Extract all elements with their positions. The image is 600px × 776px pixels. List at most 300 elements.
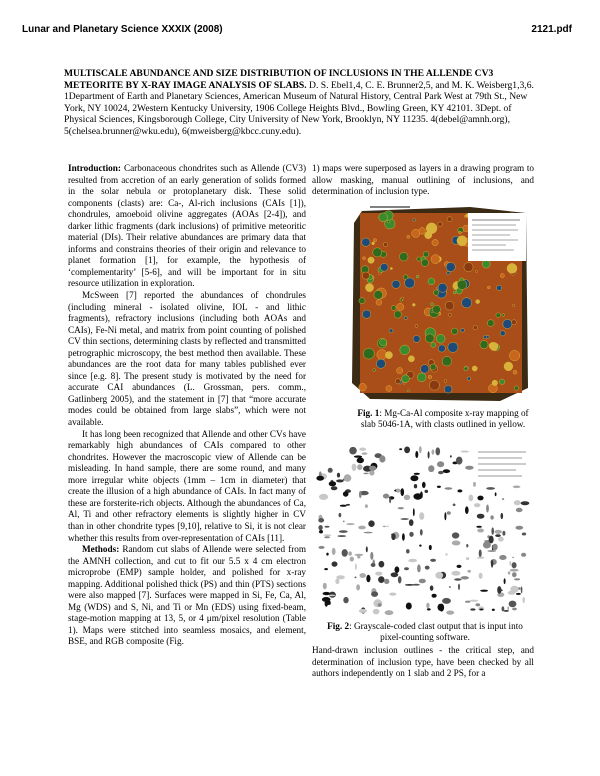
clast — [509, 601, 517, 608]
clast — [404, 447, 410, 454]
methods-heading: Methods: — [82, 544, 120, 555]
clast — [492, 544, 497, 551]
grain — [365, 284, 373, 292]
grain — [496, 313, 501, 318]
clast — [502, 498, 504, 500]
clast — [357, 457, 364, 463]
clast — [504, 610, 509, 612]
clast — [371, 563, 376, 567]
clast — [447, 511, 451, 515]
clast — [401, 518, 409, 520]
grain — [503, 319, 512, 328]
clast — [357, 554, 360, 558]
clast — [379, 561, 385, 568]
grain — [374, 290, 383, 299]
clast — [466, 544, 468, 547]
grain — [380, 339, 387, 346]
clast — [391, 533, 395, 540]
figure-1-caption-text: : Mg-Ca-Al composite x-ray mapping of slab 5046-1A, with clasts outlined in yellow. — [360, 408, 529, 429]
clast — [359, 573, 366, 578]
grain — [431, 255, 440, 264]
clast — [364, 532, 373, 534]
grain — [420, 365, 429, 374]
clast — [357, 464, 362, 470]
grain — [394, 311, 401, 318]
grain — [421, 259, 428, 266]
clast — [442, 598, 451, 604]
clast — [491, 527, 494, 534]
grain — [372, 242, 375, 245]
clast — [510, 569, 519, 572]
author-list: D. S. Ebel1,4, C. E. Brunner2,5, and M. K. Weisberg1,3,6. — [306, 79, 534, 91]
clast — [369, 466, 376, 471]
clast — [343, 597, 348, 603]
clast — [426, 603, 429, 609]
clast — [332, 548, 336, 555]
clast — [521, 586, 523, 593]
grain — [453, 291, 456, 294]
grain — [444, 380, 447, 383]
clast — [422, 482, 426, 488]
grain — [379, 213, 388, 222]
clast — [466, 557, 469, 560]
clast — [355, 577, 357, 579]
clast — [417, 564, 421, 572]
grain — [509, 350, 519, 360]
clast — [509, 561, 511, 566]
clast — [425, 490, 429, 493]
clast — [432, 594, 437, 598]
grain — [446, 262, 455, 271]
grain — [430, 364, 436, 370]
clast — [324, 534, 332, 536]
clast — [457, 565, 462, 568]
clast — [521, 501, 530, 505]
grain — [387, 220, 390, 223]
clast — [404, 495, 410, 500]
grain — [362, 272, 369, 279]
clast — [318, 546, 324, 549]
grain — [417, 373, 426, 382]
clast — [405, 584, 414, 586]
clast — [368, 520, 374, 527]
clast — [476, 603, 481, 606]
clast — [318, 518, 324, 523]
clast — [438, 604, 443, 611]
clast — [512, 562, 517, 568]
grain — [389, 329, 393, 333]
clast — [340, 505, 347, 507]
clast — [469, 495, 474, 502]
clast — [404, 567, 409, 570]
grain — [428, 375, 432, 379]
clast — [350, 557, 354, 562]
grain — [397, 303, 404, 310]
intro-text: Carbonaceous chondrites such as Allende (CV3) resulted from accretion of an early generation of solids formed in the solar nebula or protoplanetary disk. These solid components (clasts) are: Ca-, Al-rich inclusions (CAIs [1]), chondrules, amoeboid olivine aggregates (AOAs [2-4]), and darker lithic fragments (dark inclusions) of primitive meteoritic material (DIs). Their relative abundances are primary data that informs and constrains theories of their origin and relevance to planet formation [1], for example, the hypothesis of ‘complementarity’ [5-6], and will be important for in situ resource utilization in exploration. — [68, 163, 306, 289]
grain — [438, 222, 443, 227]
clast — [328, 468, 333, 473]
clast — [359, 448, 366, 451]
clast — [323, 583, 327, 590]
clast — [474, 503, 480, 507]
clast — [396, 489, 400, 493]
grain — [459, 231, 462, 234]
grain — [500, 274, 504, 278]
right-column-continued: Hand-drawn inclusion outlines - the critical step, and determination of inclusion type, have been checked by all authors independently on 1 slab and 2 PS, for a — [312, 645, 534, 679]
clast — [329, 595, 336, 597]
grain — [385, 352, 392, 359]
clast — [329, 481, 336, 486]
clast — [335, 579, 339, 585]
grain — [423, 252, 429, 258]
clast — [324, 568, 328, 570]
grain — [402, 375, 410, 383]
grain — [433, 290, 438, 295]
clast — [379, 455, 385, 462]
clast — [465, 506, 469, 514]
grain — [461, 328, 465, 332]
grain — [431, 343, 436, 348]
grain — [417, 257, 421, 261]
clast — [449, 586, 451, 588]
clast — [437, 486, 441, 488]
grain — [373, 369, 376, 372]
grain — [472, 366, 477, 371]
right-column-top: 1) maps were superposed as layers in a drawing program to allow masking, manual outlining of inclusions, and determination of inclusion type. — [312, 163, 534, 197]
header-conference: Lunar and Planetary Science XXXIX (2008) — [22, 24, 223, 35]
clast — [501, 513, 504, 519]
clast — [359, 491, 362, 498]
clast — [378, 576, 384, 583]
clast — [410, 475, 418, 481]
clast — [477, 529, 484, 533]
grain — [507, 263, 517, 273]
clast — [476, 526, 481, 528]
title-block — [64, 68, 534, 137]
clast — [362, 452, 368, 454]
clast — [437, 461, 444, 467]
header-file-id: 2121.pdf — [531, 24, 572, 35]
grain — [447, 217, 452, 222]
clast — [486, 487, 495, 490]
clast — [323, 592, 331, 595]
clast — [454, 578, 461, 581]
clast — [348, 551, 352, 555]
grain — [428, 278, 435, 285]
clast — [458, 584, 460, 590]
left-column — [68, 163, 306, 648]
clast — [438, 471, 443, 474]
clast — [365, 504, 368, 508]
clast — [507, 606, 509, 610]
clast — [398, 576, 402, 583]
grain — [400, 345, 410, 355]
clast — [452, 532, 459, 538]
clast — [479, 550, 482, 558]
figure-1-caption — [350, 408, 536, 430]
grain — [486, 336, 489, 339]
clast — [516, 593, 521, 595]
clast — [494, 530, 502, 534]
clast — [385, 610, 394, 615]
figure-2-grayscale-map — [316, 444, 532, 618]
clast — [398, 507, 404, 509]
clast — [456, 457, 463, 465]
clast — [409, 519, 414, 526]
grain — [490, 342, 498, 350]
clast — [415, 451, 418, 458]
clast — [337, 535, 346, 537]
clast — [514, 578, 520, 580]
grain — [412, 229, 420, 237]
clast — [371, 591, 378, 597]
clast — [480, 590, 488, 592]
clast — [451, 571, 460, 576]
grain — [464, 263, 473, 272]
clast — [342, 549, 348, 557]
clast — [414, 473, 420, 475]
paper-title: MULTISCALE ABUNDANCE AND SIZE DISTRIBUTION OF INCLUSIONS IN THE ALLENDE CV3 METEORITE BY X-RAY IMAGE ANALYSIS OF SLABS. — [64, 68, 494, 91]
clast — [495, 492, 497, 496]
figure-2-caption — [316, 621, 534, 643]
clast — [491, 560, 493, 568]
grain — [433, 305, 441, 313]
grain — [362, 310, 370, 318]
paragraph-abundance: It has long been recognized that Allende and other CVs have remarkably high abundances of CAIs compared to other chondrites. However the macroscopic view of Allende can be misleading. In hand sample, there are some round, and many more irregular white objects (1mm – 1cm in diameter) that create the illusion of a high abundance of CAIs. In fact many of these are forsterite-rich objects. Although the abundances of Ca, Al, Ti and other refractory elements is slightly higher in CV than in other chondrite types [9,10], relative to Si, it is not clear whether this results from over-representation of CAIs [11]. — [68, 428, 306, 543]
clast — [344, 474, 352, 482]
clast — [453, 504, 456, 507]
clast — [386, 526, 389, 528]
clast — [477, 496, 483, 501]
clast — [461, 576, 469, 579]
clast — [490, 515, 493, 519]
clast — [516, 508, 523, 512]
clast — [326, 553, 328, 556]
clast — [322, 597, 331, 602]
grain — [487, 286, 490, 289]
clast — [352, 464, 357, 471]
grain — [475, 270, 477, 272]
clast — [521, 553, 526, 557]
clast — [419, 446, 422, 453]
clast — [470, 608, 475, 610]
clast — [495, 534, 501, 537]
grain — [399, 252, 408, 261]
figure-2-caption-text: : Grayscale-coded clast output that is input into pixel-counting software. — [349, 621, 523, 642]
clast — [316, 476, 324, 481]
grain — [415, 325, 418, 328]
grain — [499, 379, 504, 384]
intro-heading: Introduction: — [68, 163, 121, 173]
grain — [445, 301, 454, 310]
grain — [413, 219, 416, 222]
clast — [427, 608, 431, 610]
clast — [325, 526, 330, 528]
grain — [496, 285, 501, 290]
grain — [487, 320, 494, 327]
clast — [435, 572, 443, 579]
grain — [480, 341, 488, 349]
clast — [473, 482, 476, 487]
grain — [386, 386, 392, 392]
grain — [363, 348, 374, 359]
clast — [452, 541, 461, 546]
grain — [359, 383, 367, 391]
clast — [401, 488, 405, 496]
clast — [467, 570, 471, 573]
clast — [445, 553, 447, 555]
clast — [349, 447, 357, 455]
clast — [486, 505, 489, 513]
clast — [363, 473, 368, 475]
clast — [359, 609, 367, 613]
clast — [479, 573, 483, 579]
clast — [402, 533, 405, 540]
grain — [436, 334, 445, 343]
clast — [399, 448, 402, 450]
clast — [395, 566, 400, 573]
clast — [406, 549, 410, 553]
grain — [482, 260, 490, 268]
clast — [436, 447, 441, 455]
clast — [498, 537, 504, 542]
grain — [404, 316, 407, 319]
grain — [429, 380, 439, 390]
clast — [383, 526, 386, 528]
clast — [445, 487, 453, 489]
grain — [416, 275, 419, 278]
grain — [473, 325, 477, 329]
clast — [337, 473, 340, 478]
clast — [443, 469, 450, 473]
clast — [373, 609, 380, 615]
clast — [339, 530, 348, 533]
grain — [438, 345, 445, 352]
clast — [428, 465, 434, 472]
grain — [512, 304, 514, 306]
clast — [508, 571, 511, 574]
clast — [446, 611, 454, 615]
clast — [343, 521, 345, 523]
paragraph-mcsween: McSween [7] reported the abundances of chondrules (including mineral - isolated olivine, IOL - and lithic fragments), refractory inclusions (including both AOAs and CAIs), Fe-Ni metal, and matrix from point counting of polished CV thin sections, determining clasts by reflected and transmitted petrographic microscopy, the best method then available. These abundances are the root data for many tables published ever since [e.g. 8]. The present study is motivated by the need for accurate CAI abundances (L. Grossman, pers. comm., Gatlinberg 2005), and the statement in [7] that “more accurate modes could be obtained from large slabs”, which were not available. — [68, 290, 306, 428]
clast — [429, 545, 432, 550]
clast — [522, 533, 526, 536]
clast — [510, 586, 518, 593]
clast — [444, 512, 446, 520]
clast — [358, 526, 366, 530]
clast — [346, 504, 350, 506]
clast — [414, 484, 417, 488]
clast — [355, 563, 357, 570]
clast — [502, 606, 505, 611]
grain — [457, 280, 467, 290]
grain — [448, 342, 458, 352]
grain — [425, 334, 434, 343]
clast — [389, 497, 391, 503]
clast — [477, 557, 484, 559]
grain — [363, 257, 366, 260]
clast — [331, 486, 338, 490]
grain — [502, 314, 505, 317]
clast — [343, 491, 349, 496]
affiliations: 1Department of Earth and Planetary Sciences, American Museum of Natural History, Central Park West at 79th St., New York, NY 10024, 2Western Kentucky University, 1906 College Heights Blvd., Bowling Green, KY 42101. 3Dept. of Physical Sciences, Kingsborough College, City University of New York, Brooklyn, NY 11235. 4(debel@amnh.org), 5(chelsea.brunner@wku.edu), 6(mweisberg@kbcc.cuny.edu). — [64, 91, 528, 137]
clast — [477, 514, 485, 519]
clast — [504, 578, 506, 584]
grain — [376, 359, 385, 368]
clast — [514, 500, 521, 505]
clast — [430, 585, 434, 590]
grain — [444, 385, 452, 393]
grain — [408, 356, 414, 362]
clast — [419, 579, 426, 584]
clast — [461, 451, 469, 453]
clast — [319, 530, 323, 533]
grain — [405, 278, 415, 288]
clast — [465, 466, 473, 470]
clast — [428, 451, 430, 458]
figure-1-label: Fig. 1 — [357, 408, 380, 418]
clast — [391, 572, 399, 577]
grain — [447, 271, 450, 274]
clast — [332, 561, 338, 566]
figure-2-label: Fig. 2 — [327, 621, 350, 631]
grain — [392, 280, 400, 288]
clast — [516, 526, 524, 530]
clast — [375, 572, 382, 576]
methods-text: Random cut slabs of Allende were selected from the AMNH collection, and cut to fit our 5.5 x 4 cm electron microprobe (EMP) sample holder, and polished for x-ray mapping. Additional polished thick (PS) and thin (PTS) sections were also mapped [7]. Surfaces were mapped in Si, Fe, Ca, Al, Mg (WDS) and S, Ni, and Ti or Mn (EDS) using fixed-beam, stage-motion mapping at 13, 5, or 4 μm/pixel resolution (Table 1). Maps were stitched into seamless mosaics, and element, BSE, and RGB composite (Fig. — [68, 544, 306, 647]
clast — [469, 600, 478, 602]
figure-1-xray-map — [350, 203, 530, 403]
grain — [425, 232, 432, 239]
grain — [373, 248, 382, 257]
grain — [452, 328, 458, 334]
grain — [513, 370, 517, 374]
clast — [336, 479, 344, 482]
grain — [383, 242, 387, 246]
clast — [383, 494, 389, 499]
clast — [488, 550, 497, 552]
clast — [384, 579, 389, 584]
clast — [432, 449, 435, 454]
grain — [448, 313, 451, 316]
clast — [512, 557, 514, 559]
clast — [513, 486, 521, 489]
clast — [419, 545, 421, 547]
grain — [438, 283, 447, 292]
clast — [450, 455, 452, 457]
clast — [413, 508, 415, 516]
clast — [499, 555, 506, 560]
clast — [339, 513, 342, 517]
grain — [368, 257, 374, 263]
clast — [389, 593, 396, 596]
clast — [497, 586, 501, 594]
grain — [362, 238, 370, 246]
grain — [359, 298, 365, 304]
clast — [319, 494, 328, 500]
clast — [409, 532, 413, 537]
grain — [514, 386, 518, 390]
clast — [406, 603, 412, 610]
grain — [500, 331, 505, 336]
grain — [476, 300, 480, 304]
grain — [432, 239, 438, 245]
grain — [395, 379, 400, 384]
grain — [380, 263, 388, 271]
clast — [408, 559, 417, 563]
grain — [373, 239, 376, 242]
clast — [346, 523, 355, 525]
